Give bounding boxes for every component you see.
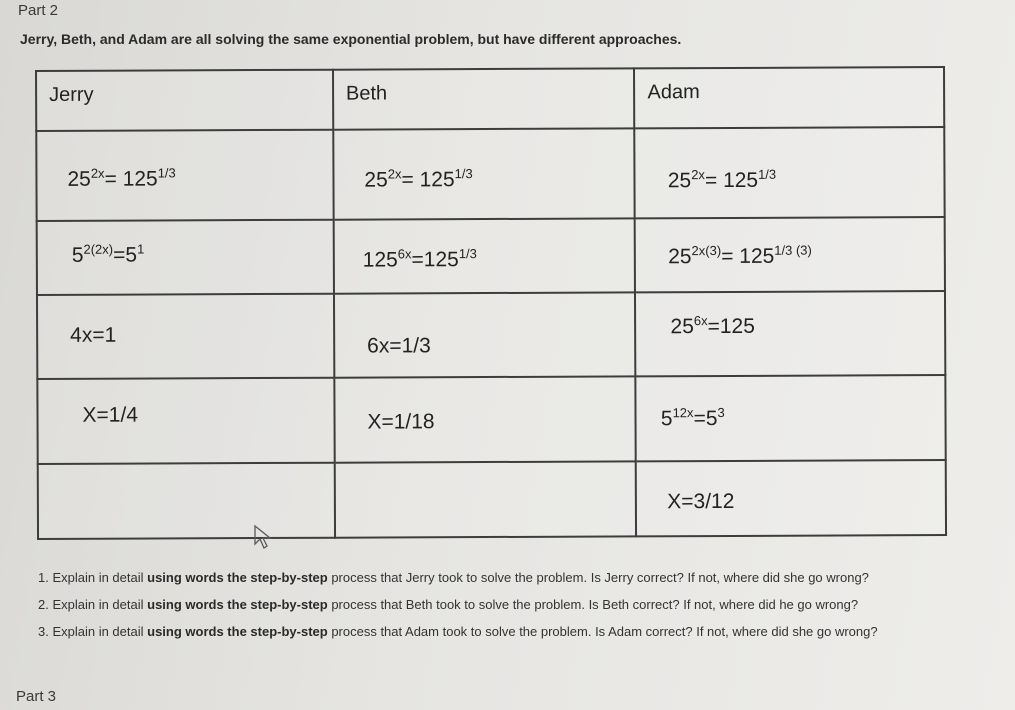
part-3-label: Part 3: [16, 688, 57, 705]
table-cell: [335, 461, 637, 537]
equation: X=1/18: [367, 410, 435, 434]
solutions-table: [35, 66, 947, 540]
table-cell: [635, 217, 945, 292]
part-2-label: Part 2: [18, 2, 59, 19]
equation: $25^{6x}=125$: [670, 313, 755, 339]
table-header-row: [36, 67, 944, 131]
table-row: [37, 375, 945, 464]
table-row: [36, 127, 944, 221]
table-cell: [38, 463, 335, 539]
equation: X=3/12: [667, 489, 735, 514]
equation: $125^{6x}=125^{1/3}$: [362, 246, 477, 272]
equation: $25^{2x}= 125^{1/3}$: [364, 166, 473, 192]
header-jerry: Jerry: [36, 70, 333, 131]
table-row: [37, 291, 945, 379]
table-cell: [636, 460, 946, 536]
table-row: [38, 460, 946, 539]
question-item: 1. Explain in detail using words the step-by-step process that Jerry took to solve the problem. Is Jerry correct? If not, where did she go wrong?: [38, 570, 869, 585]
equation: 4x=1: [70, 323, 117, 347]
table-cell: [37, 220, 334, 295]
table-cell: [635, 291, 945, 376]
equation: $25^{2x}= 125^{1/3}$: [667, 166, 777, 193]
header-beth: Beth: [333, 68, 635, 129]
table-cell: [36, 130, 333, 221]
equation: $25^{2x(3)}= 125^{1/3 (3)}$: [668, 242, 812, 269]
table-cell: [37, 294, 334, 379]
equation: $5^{12x}=5^3$: [660, 404, 725, 431]
table-cell: [334, 376, 636, 462]
equation: $5^{2(2x)}=5^1$: [71, 241, 145, 267]
table-cell: [334, 218, 636, 293]
intro-text: Jerry, Beth, and Adam are all solving the same exponential problem, but have different approaches.: [20, 31, 682, 47]
table-cell: [334, 292, 636, 377]
equation: 6x=1/3: [367, 334, 431, 358]
question-item: 2. Explain in detail using words the step-by-step process that Beth took to solve the problem. Is Beth correct? If not, where did he go wrong?: [38, 597, 859, 612]
table-cell: [635, 127, 945, 218]
table-row: [37, 217, 945, 295]
table-cell: [37, 378, 334, 464]
equation: X=1/4: [82, 403, 139, 427]
question-list: [38, 570, 878, 651]
header-adam: Adam: [634, 67, 944, 128]
question-item: 3. Explain in detail using words the step-by-step process that Adam took to solve the problem. Is Adam correct? If not, where did she go wrong?: [38, 624, 878, 639]
table-cell: [636, 375, 946, 461]
mouse-cursor-icon: [253, 524, 275, 550]
table-cell: [333, 128, 635, 219]
equation: $25^{2x}= 125^{1/3}$: [67, 165, 176, 191]
